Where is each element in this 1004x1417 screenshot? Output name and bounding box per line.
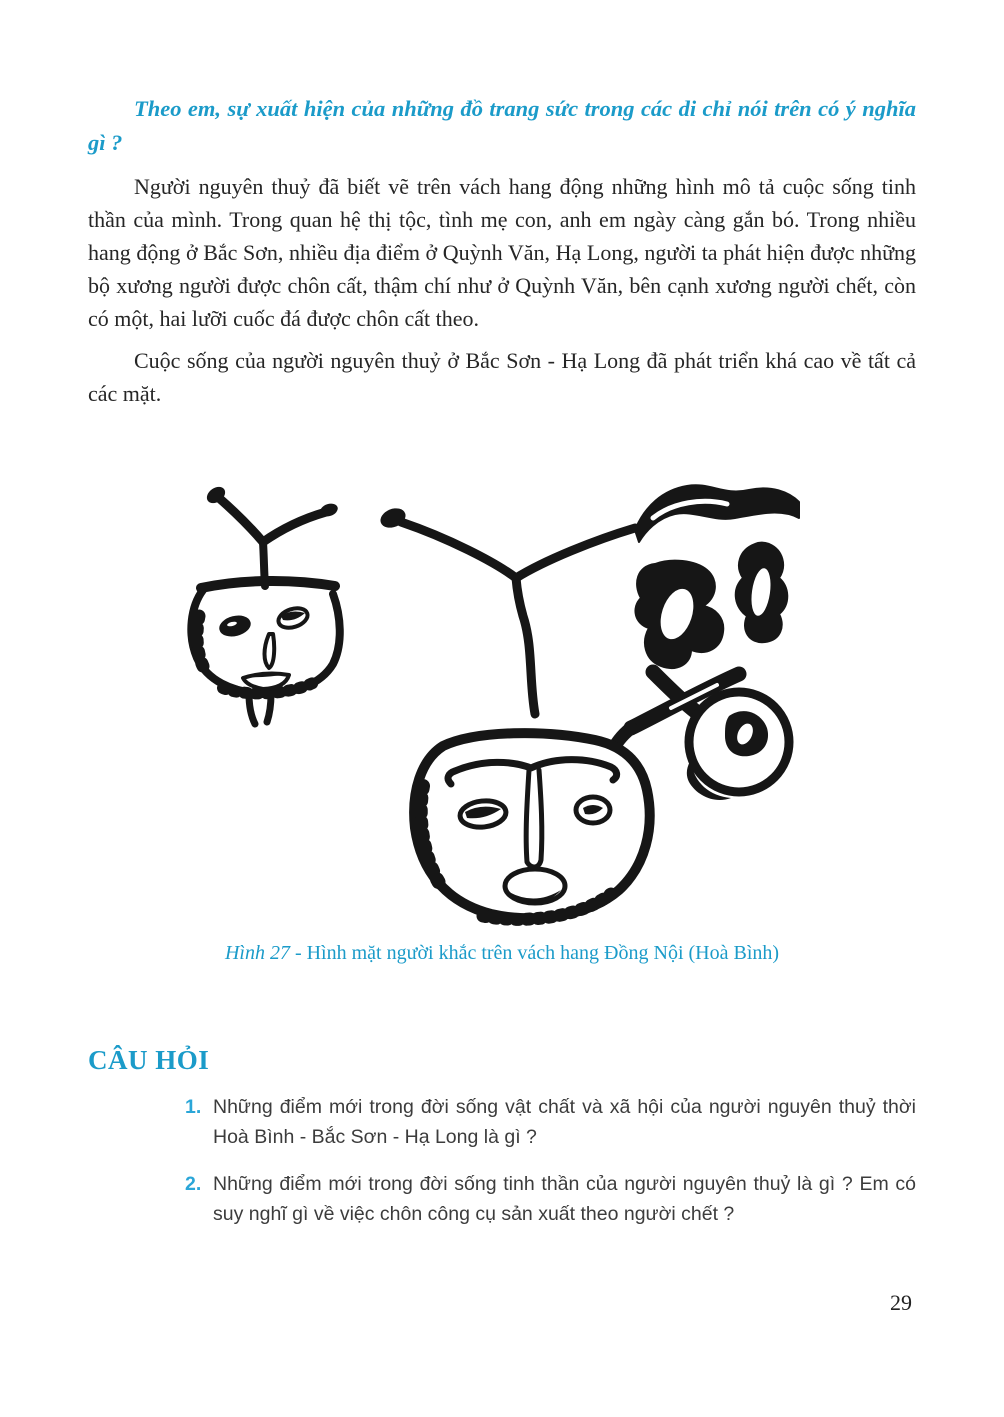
questions-heading: CÂU HỎI (88, 1045, 210, 1075)
figure-caption-text: - Hình mặt người khắc trên vách hang Đồng Nội (Hoà Bình) (289, 942, 780, 964)
figure-caption (88, 942, 916, 965)
left-face-carving (191, 484, 339, 724)
question-2-number: 2. (185, 1173, 202, 1195)
question-item-1 (185, 1092, 916, 1152)
question-2-text: Những điểm mới trong đời sống tinh thần của người nguyên thuỷ là gì ? Em có suy nghĩ gì về việc chôn công cụ sản xuất theo người chết ? (213, 1173, 916, 1225)
question-1-number: 1. (185, 1096, 202, 1118)
center-face-carving (378, 505, 650, 920)
paragraph-spiritual-life: Người nguyên thuỷ đã biết vẽ trên vách hang động những hình mô tả cuộc sống tinh thần của mình. Trong quan hệ thị tộc, tình mẹ con, anh em ngày càng gắn bó. Trong nhiều hang động ở Bắc Sơn, nhiều địa điểm ở Quỳnh Văn, Hạ Long, người ta phát hiện được những bộ xương người được chôn cất, thậm chí như ở Quỳnh Văn, bên cạnh xương người chết, còn có một, hai lưỡi cuốc đá được chôn cất theo. (88, 174, 916, 331)
page-number: 29 (890, 1290, 912, 1315)
right-face-carving (611, 485, 799, 800)
question-list (185, 1092, 916, 1229)
figure-caption-label: Hình 27 (224, 942, 290, 964)
paragraph-conclusion: Cuộc sống của người nguyên thuỷ ở Bắc Sơn - Hạ Long đã phát triển khá cao về tất cả các mặt. (88, 348, 916, 406)
question-1-text: Những điểm mới trong đời sống vật chất và xã hội của người nguyên thuỷ thời Hoà Bình - Bắc Sơn - Hạ Long là gì ? (213, 1096, 916, 1148)
lead-question: Theo em, sự xuất hiện của những đồ trang sức trong các di chỉ nói trên có ý nghĩa gì ? (88, 96, 916, 155)
figure-27 (183, 466, 803, 965)
question-item-2 (185, 1169, 916, 1229)
cave-face-carvings-drawing (183, 466, 801, 928)
